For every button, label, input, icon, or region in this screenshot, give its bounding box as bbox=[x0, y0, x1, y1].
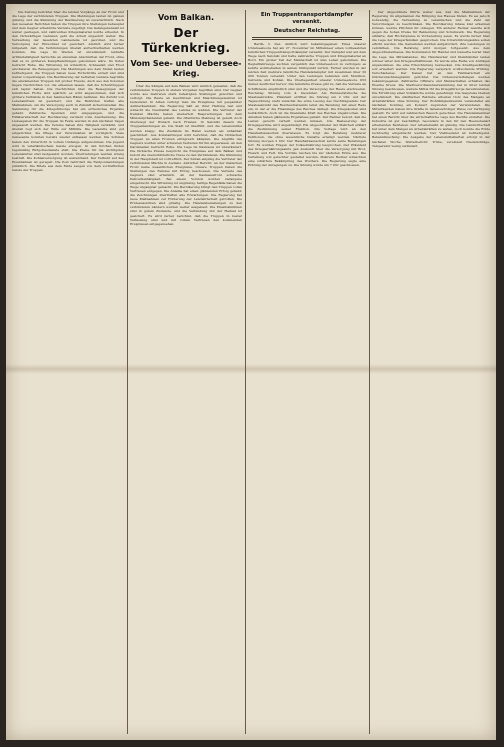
column-2-text: Über die Kämpfe auf dem Balkan wird amtlich gemeldet, daß die verbündeten Truppen in stetem Vorgehen begriffen sind. Der Gegner wurde aus mehreren stark befestigten Stellungen geworfen und verfolgt. Die Beute an Geschützen und Maschinengewehren ist bedeutend. In Athen verfolgt man die Ereignisse mit gespannter Aufmerksamkeit. Die Regierung hält an ihrer Haltung fest und wünscht die Neutralität des Landes zu wahren. Die Vertreter der fremden Mächte haben wiederholt Besprechungen mit dem Ministerpräsidenten gehabt. Die öffentliche Meinung ist geteilt, doch überwiegt der Wunsch nach Frieden. In Saloniki dauern die Truppenlandungen an. Die Stadt ist überfüllt, und die Lebensmittel werden knapp. Die Zustände im Hafen werden als unhaltbar geschildert. Aus Konstantinopel wird berichtet, daß die türkischen Truppen an allen Fronten erfolgreich kämpfen. Die Angriffe des Gegners wurden unter schweren Verlusten für ihn abgewiesen. An den Dardanellen herrscht Ruhe. Die Lage im Kaukasus ist unverändert. Die türkische Presse bespricht die Ereignisse auf dem Balkan und betont die unerschütterliche Treue zu den Verbündeten. Die Stimmung in der Hauptstadt ist vortrefflich. Der Sultan empfing die Vertreter der verbündeten Mächte in Audienz. Amtlicher Bericht: An der irakischen Front keine wesentlichen Ereignisse. Unsere Truppen haben die Stellungen des Feindes mit Erfolg beschossen. Die Verluste des Gegners sind erheblich. An der Kaukasusfront schwache Patrouillentätigkeit. Bei einem Vorstoß wurden Gefangene eingebracht. Die Witterung ist ungünstig, heftige Regenfälle haben die Wege ungangbar gemacht. Die Bevölkerung bringt den Truppen volles Vertrauen entgegen. Die Anleihe hat einen glänzenden Erfolg gehabt; die Zeichnungen übertreffen alle Erwartungen. Die Regierung hat neue Maßnahmen zur Förderung der Landwirtschaft getroffen. Die Ernteaussichten sind günstig. Die Handelsbeziehungen zu den verbündeten Ländern werden weiter ausgebaut. Die Eisenbahnlinien sind in gutem Zustande, und die Verbindung mit der Heimat ist gesichert. Es wird ferner berichtet, daß die Truppen in bester Verfassung sind und mit vollem Vertrauen den kommenden Ereignissen entgegensehen. bbox=[130, 84, 242, 226]
column-2 bbox=[130, 10, 242, 734]
divider bbox=[136, 81, 236, 82]
headline-reichstag: Deutscher Reichstag. bbox=[273, 28, 341, 34]
column-1-text: Die Zeitung berichtet über die letzten Vorgänge an der Front und die Lage der verbündeten Truppen. Die Meldungen lauten im ganzen günstig, und die Stimmung der Bevölkerung ist zuversichtlich. Nach den neuesten Berichten haben die Truppen ihre Stellungen behauptet und dem Gegner erhebliche Verluste zugefügt. Die Gefangenenzahl ist weiter gestiegen, und zahlreiches Kriegsmaterial wurde erbeutet. In den rückwärtigen Gebieten geht die Arbeit ungestört weiter. Die Verwaltung der besetzten Landesteile ist geordnet, und die Versorgung der Einwohner ist gesichert. Amtlich wird ferner mitgeteilt, daß die Verbindungen überall aufrechterhalten werden konnten. Die Lage im Westen ist unverändert; lebhafte Artillerietätigkeit herrschte an einzelnen Abschnitten der Front, ohne daß es zu größeren Kampfhandlungen gekommen wäre. Im Osten herrscht Ruhe. Die Witterung ist winterlich, Schneefall und Frost erschweren die Bewegungen. Die Meldungen aus dem Süden lauten befriedigend; die Truppen haben neue Fortschritte erzielt und sind weiter vorgedrungen. Die Bevölkerung der befreiten Gebiete begrüßte die einziehenden Truppen mit großer Freude. Auch aus den Kolonien liegen Nachrichten vor, die erkennen lassen, daß die Schutztruppen sich tapfer halten. Die Nachrichten über die Bewegungen der feindlichen Flotte sind spärlich; es wird angenommen, daß sich größere Verbände in den heimischen Häfen befinden. Die Zufuhr von Lebensmitteln ist gesichert, und die Behörden treffen alle Maßnahmen, um die Versorgung auch in Zukunft sicherzustellen. Die Sammlung für die Kriegsfürsorge hat ein erfreuliches Ergebnis gehabt. Zahlreiche Spenden sind eingegangen, und die Hilfsbereitschaft der Bevölkerung verdient volle Anerkennung. Die Liebesgaben für die Truppen im Felde werden in den nächsten Tagen abgesandt werden. Die Vereine haben ihre Tätigkeit verstärkt, und überall regt sich der Wille zur Mithilfe. Die Lazarette sind gut eingerichtet, die Pflege der Verwundeten ist vorzüglich. Viele Genesende konnten bereits wieder entlassen werden. Die Schulen haben den Unterricht in vollem Umfange aufgenommen. Die Jugend wird in vaterländischem Geiste erzogen. In den Kirchen finden regelmäßig Bittgottesdienste statt. Die Preise für die wichtigsten Lebensmittel sind festgesetzt worden; Übertretungen werden streng bestraft. Die Kohlenversorgung ist ausreichend. Der Verkehr auf den Eisenbahnen ist geregelt. Die Post befördert die Feldpostsendungen pünktlich. Die Briefe aus dem Felde zeugen von dem vortrefflichen Geiste der Truppen. bbox=[12, 10, 124, 172]
column-rule bbox=[369, 10, 370, 734]
column-4 bbox=[372, 10, 490, 734]
column-3-text: Berlin, 5. Dez. Amtlich wird bekanntgegeben: Eines unserer Unterseeboote hat am 27. November im Mittelmeer einen vollbesetzten feindlichen Truppentransportdampfer versenkt. Der Dampfer war auf dem Wege nach Saloniki und hatte zahlreiche Truppen und Kriegsmaterial an Bord. Ein großer Teil der Mannschaft ist ums Leben gekommen. Die Begleitfahrzeuge suchten vergeblich das Unterseeboot zu verfolgen; es kehrte wohlbehalten in seinen Stützpunkt zurück. Ferner wurden in der letzten Zeit mehrere feindliche Handelsdampfer mit zusammen über 30 000 Tonnen versenkt. Unter den Ladungen befanden sich Munition, Getreide und Kohlen. Die Überlegenheit unserer Unterseeboote tritt immer deutlicher hervor. Die feindliche Presse gibt zu, daß die Verluste an Schiffsraum empfindlich sind und die Versorgung der Heere erschweren. Reichstag. Sitzung vom 4. Dezember. Am Bundesratstische die Staatssekretäre. Präsident eröffnet die Sitzung um 2 Uhr. Auf der Tagesordnung steht zunächst die erste Lesung des Nachtragsetats. Der Staatssekretär des Reichsschatzamts leitet die Beratung mit einer Rede ein, in der er die Finanzlage des Reiches darlegt. Die Kriegskosten sind beträchtlich, doch ist die finanzielle Kraft des Reiches ungebrochen. Die Anleihen haben glänzende Ergebnisse gehabt. Der Redner betont, daß die Lasten gerecht verteilt werden müssen. Die Besteuerung der Kriegsgewinne wird angekündigt. Ein Abgeordneter der Mehrheit erklärt die Zustimmung seiner Fraktion. Die Vorlage wird an den Haushaltsausschuß überwiesen. Es folgt die Beratung mehrerer Petitionen, die ohne wesentliche Debatte erledigt werden. Nächste Sitzung morgen 2 Uhr. Der Haushaltsausschuß setzte seine Beratungen fort. Es wurden Fragen der Volksernährung besprochen. Der Präsident des Kriegsernährungsamts gab Auskunft über die Versorgung mit Brot, Fleisch und Fett. Die Vorräte reichen bis zur nächsten Ernte aus. Die Verteilung soll gerechter gestaltet werden. Mehrere Redner wünschten eine schärfere Bekämpfung des Wuchers. Die Regierung sagte eine Prüfung der Anregungen zu. Die Sitzung wurde um 7 Uhr geschlossen. bbox=[248, 42, 366, 168]
newspaper-page bbox=[6, 4, 496, 740]
column-1 bbox=[12, 10, 124, 734]
column-rule bbox=[127, 10, 128, 734]
divider bbox=[252, 37, 362, 40]
column-4-text: Der Abgeordnete führte weiter aus, daß die Maßnahmen der Regierung im allgemeinen die Billigung des Hauses finden. Es sei jedoch notwendig, die Verwaltung zu vereinfachen und die Zahl der Verordnungen zu beschränken. Die Bevölkerung müsse klar erkennen können, welche Pflichten ihr obliegen. Ein anderer Redner wandte sich gegen die hohen Preise für Bekleidung und Schuhwerk. Die Regierung erklärte, daß Höchstpreise in Vorbereitung seien. Es wurde ferner über die Lage der Kriegerfamilien gesprochen. Die Unterstützungssätze sollen erhöht werden. Die Gemeinden werden aufgefordert, ihre Leistungen zu verstärken. Die Beratung wird morgen fortgesetzt. Aus dem Abgeordnetenhause. Die Kommission für Handel und Gewerbe beriet über die Lage des Mittelstandes. Die Handwerker und Kleinhändler leiden schwer unter den Kriegsverhältnissen. Es wurde eine Reihe von Anträgen angenommen, die eine Erleichterung bezwecken. Die Kreditgewährung soll erweitert werden. Die Regierung versprach wohlwollende Prüfung. Verschiedenes. Der Kaiser hat an den Feldmarschall ein Glückwunschtelegramm gerichtet. Die Ordensverleihungen werden bekanntgegeben. Zahlreiche Offiziere und Mannschaften erhielten das Eiserne Kreuz. Die Stadtverordnetenversammlung hat in ihrer letzten Sitzung beschlossen, weitere Mittel für die Kriegsfürsorge bereitzustellen. Die Errichtung einer Volksküche wurde genehmigt. Die Gaspreise bleiben unverändert. Die städtischen Betriebe arbeiten trotz des Mangels an Arbeitskräften ohne Störung. Der Wohltätigkeitsverein veranstaltet am nächsten Sonntag ein Konzert zugunsten der Verwundeten. Die Mitwirkenden haben ihre Kräfte in liebenswürdiger Weise zur Verfügung gestellt. Es wird auf zahlreichen Besuch gerechnet. Die Handelskammer hat einen Bericht über die wirtschaftliche Lage des Bezirks erstattet. Die Industrie ist gut beschäftigt, besonders in den für den Heeresbedarf arbeitenden Betrieben. Der Arbeitsmarkt ist günstig. Die Landwirtschaft hat unter dem Mangel an Arbeitskräften zu leiden, doch konnte die Ernte rechtzeitig eingebracht werden. Der Viehbestand ist befriedigend. Bekanntmachung: Die Ausgabe der Lebensmittelkarten erfolgt in der nächsten Woche. Wetterbericht: Trübe, vereinzelt Niederschläge, Temperatur wenig verändert. bbox=[372, 10, 490, 148]
column-rule bbox=[245, 10, 246, 734]
headline-see-krieg: Vom See- und Uebersee-Krieg. bbox=[130, 59, 242, 78]
headline-tuerkenkrieg: Der Türkenkrieg. bbox=[141, 26, 231, 55]
headline-truppentransport: Ein Truppentransportdampfer versenkt. bbox=[260, 12, 354, 25]
column-3 bbox=[248, 10, 366, 734]
headline-vom-balkan: Vom Balkan. bbox=[157, 13, 215, 22]
